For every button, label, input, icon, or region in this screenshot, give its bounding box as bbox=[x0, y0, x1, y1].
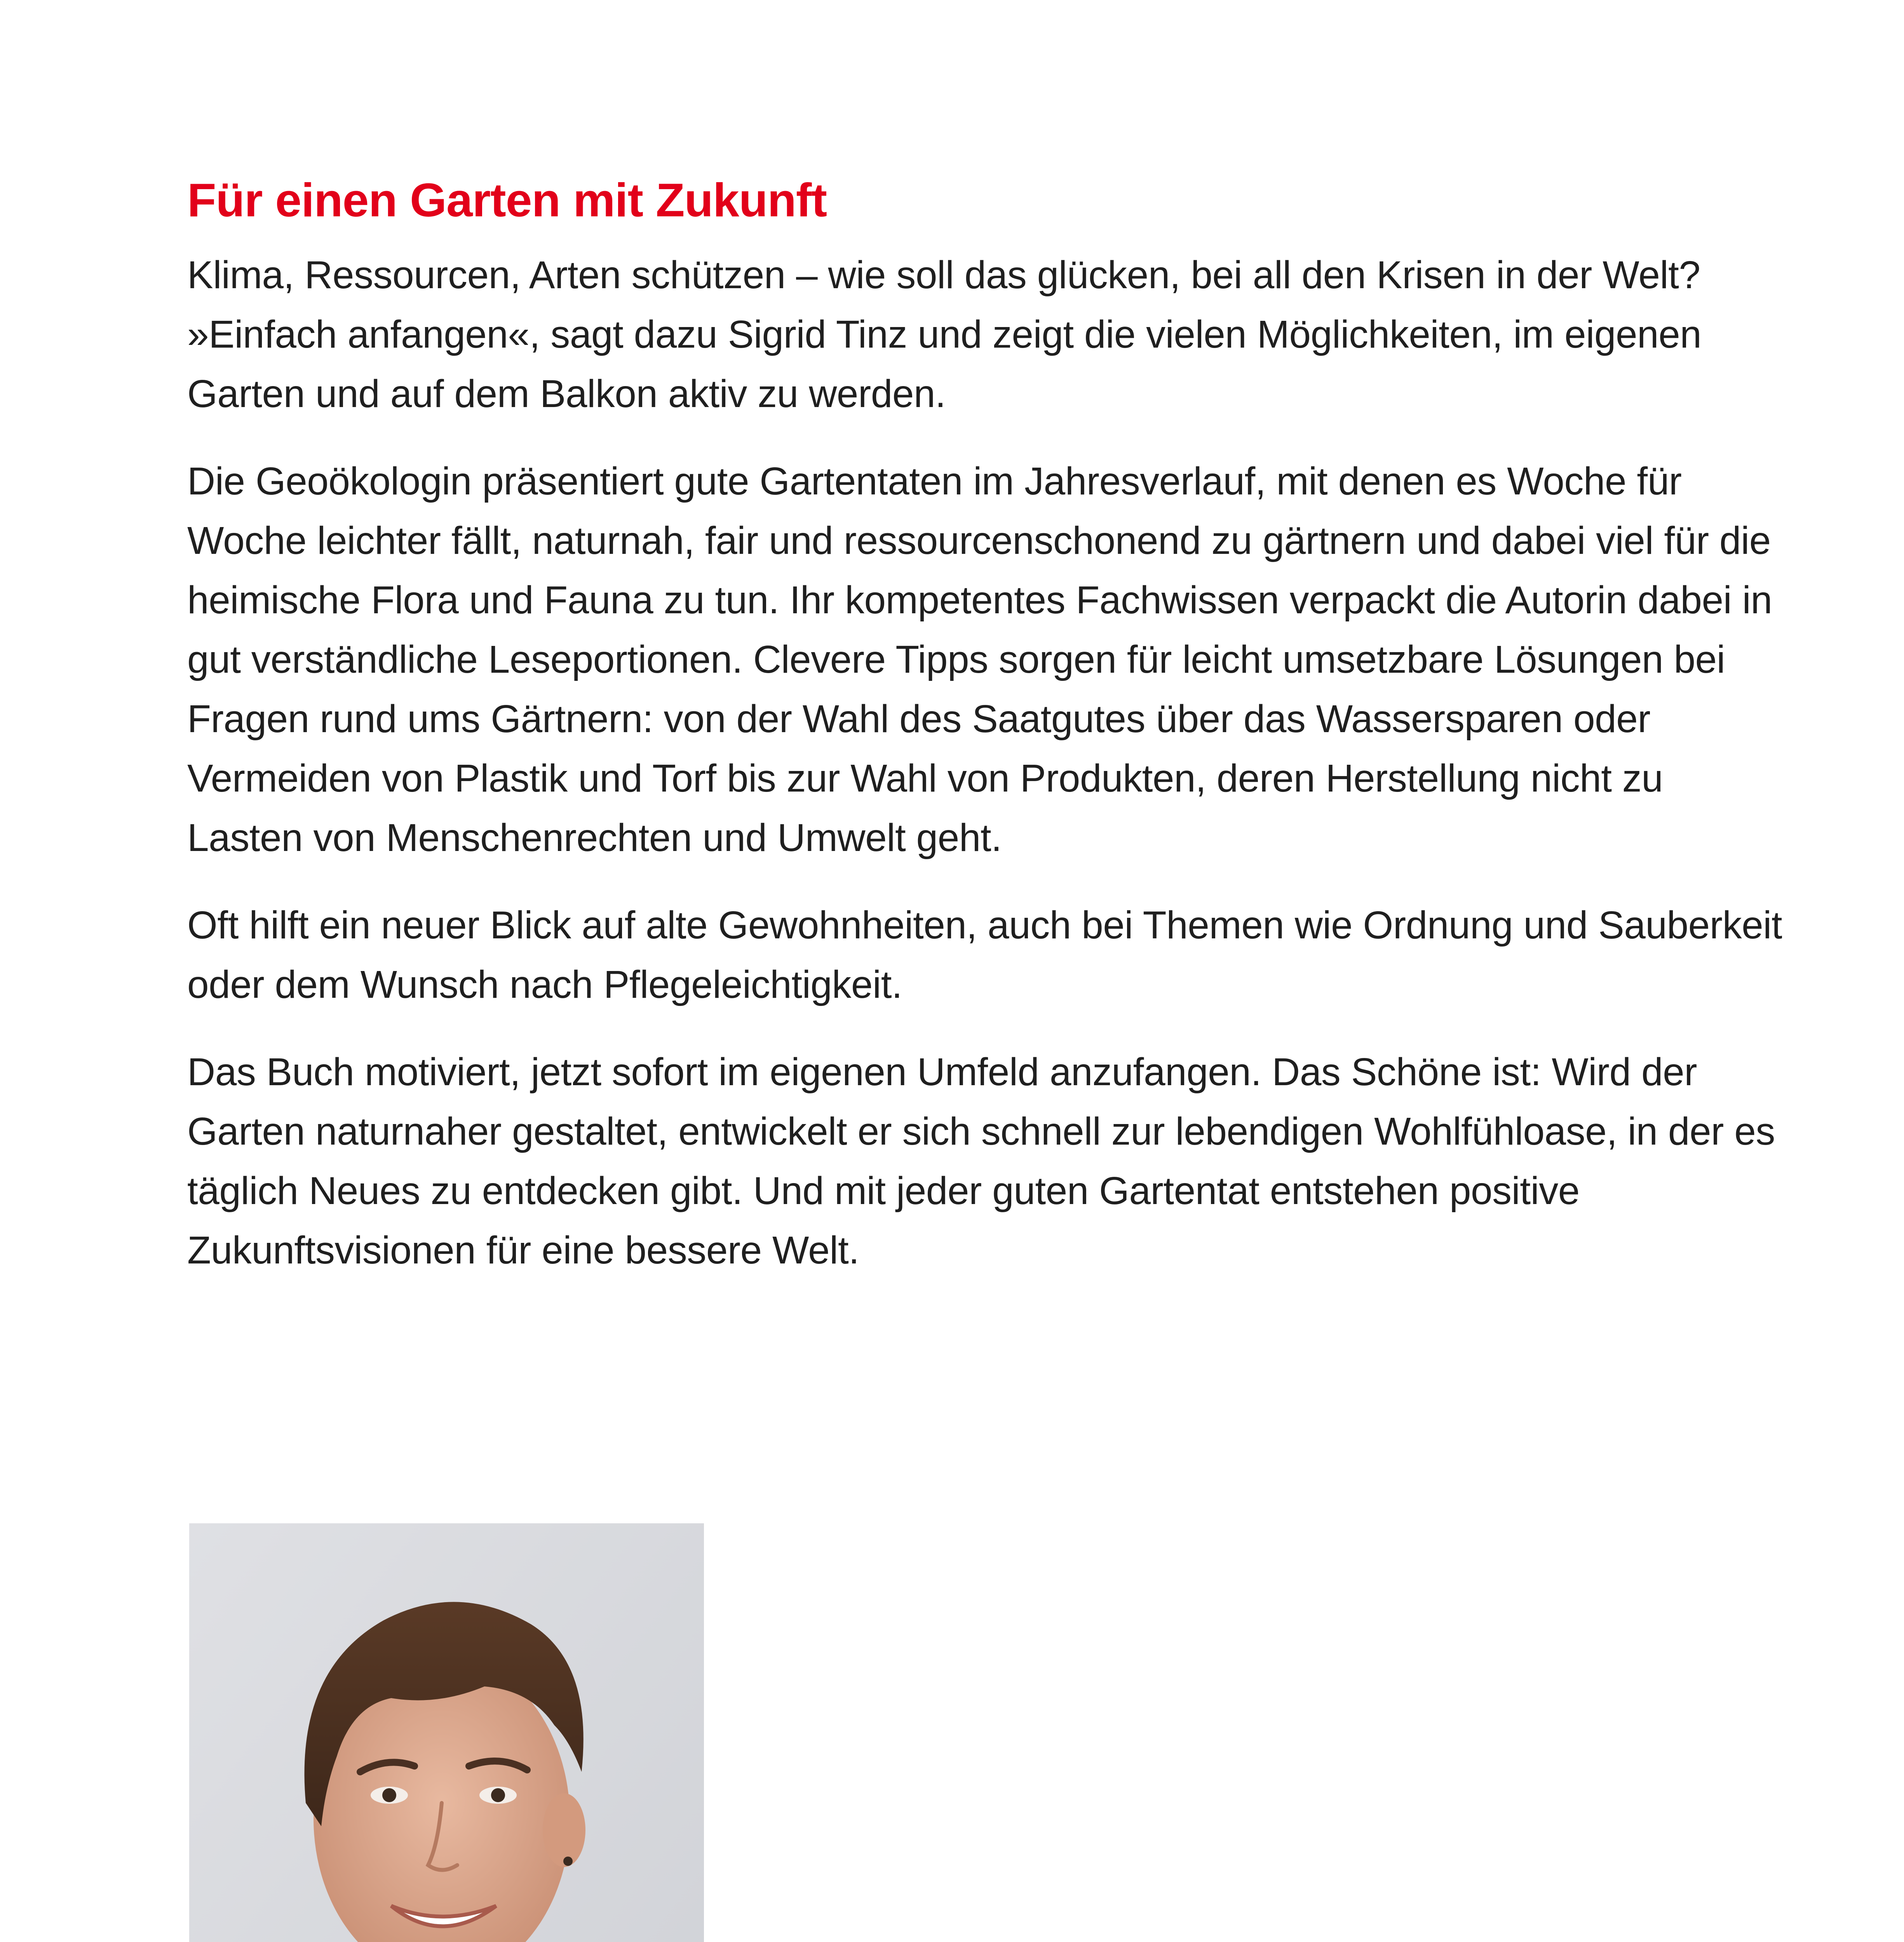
paragraph-motivation: Das Buch motiviert, jetzt sofort im eigenen Umfeld anzufangen. Das Schöne ist: Wird der Garten naturnaher gestaltet, entwickelt er sich schnell zur lebendigen Wohlfühloase, in der es täglich Neues zu entdecken gibt. Und mit jeder guten Gartentat entstehen positive Zukunftsvisionen für eine bessere Welt. bbox=[187, 1050, 1775, 1272]
paragraph-intro: Klima, Ressourcen, Arten schützen – wie soll das glücken, bei all den Krisen in der Welt? »Einfach anfangen«, sagt dazu Sigrid Tinz und zeigt die vielen Möglichkeiten, im eigenen Garten und auf dem Balkon aktiv zu werden. bbox=[187, 253, 1702, 416]
paragraph-habits: Oft hilft ein neuer Blick auf alte Gewohnheiten, auch bei Themen wie Ordnung und Sauberkeit oder dem Wunsch nach Pflegeleichtigkeit. bbox=[187, 903, 1782, 1006]
author-portrait-illustration bbox=[189, 1523, 704, 1942]
paragraph-book-description: Die Geoökologin präsentiert gute Gartentaten im Jahresverlauf, mit denen es Woche für Woche leichter fällt, naturnah, fair und ressourcenschonend zu gärtnern und dabei viel für die heimische Flora und Fauna zu tun. Ihr kompetentes Fachwissen verpackt die Autorin dabei in gut verständliche Leseportionen. Clevere Tipps sorgen für leicht umsetzbare Lösungen bei Fragen rund ums Gärtnern: von der Wahl des Saatgutes über das Wassersparen oder Vermeiden von Plastik und Torf bis zur Wahl von Produkten, deren Herstellung nicht zu Lasten von Menschenrechten und Umwelt geht. bbox=[187, 459, 1772, 860]
blurb-text-block bbox=[187, 171, 1788, 1308]
author-portrait-photo bbox=[189, 1523, 704, 1942]
headline: Für einen Garten mit Zukunft bbox=[187, 174, 827, 226]
